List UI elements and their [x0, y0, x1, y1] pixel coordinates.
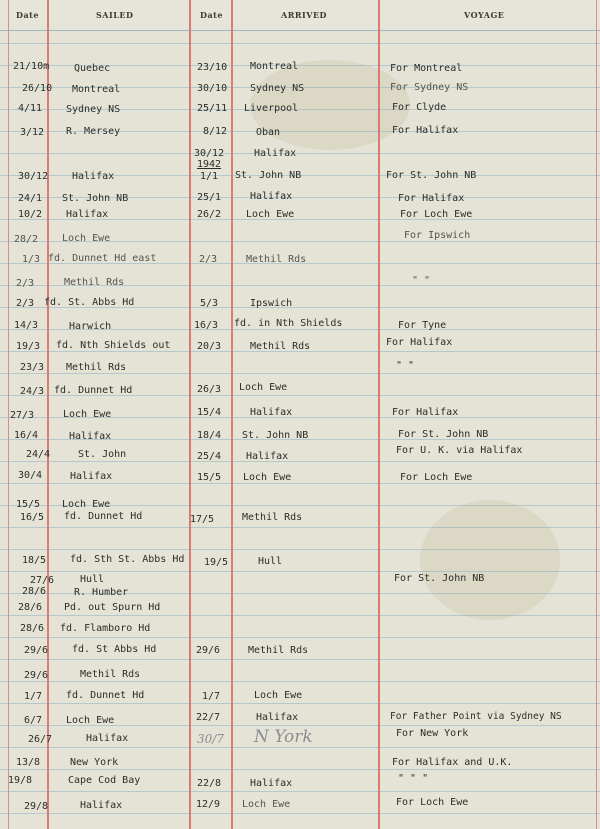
sailed-date: 4/11 [18, 103, 43, 114]
year-marker: 1942 [197, 159, 222, 170]
arrived-place: St. John NB [242, 430, 309, 441]
sailed-date: 28/6 [18, 602, 43, 613]
sailed-date: 19/8 [8, 775, 33, 786]
voyage: For Halifax [386, 337, 453, 348]
arrived-place: Hull [258, 556, 283, 567]
sailed-date: 16/4 [14, 430, 39, 441]
sailed-date: 6/7 [24, 715, 43, 726]
voyage: For Tyne [398, 320, 447, 331]
sailed-place: Harwich [69, 321, 112, 332]
sailed-date: 2/3 [16, 298, 35, 309]
sailed-date: 24/4 [26, 449, 51, 460]
arrived-place: Halifax [250, 191, 293, 202]
handwritten-arrived-place: N York [254, 727, 313, 747]
voyage: For Halifax [398, 193, 465, 204]
arrived-date: 8/12 [203, 126, 228, 137]
sailed-place: Hull [80, 574, 105, 585]
handwritten-arrived-date: 30/7 [197, 732, 224, 746]
arrived-date: 26/2 [197, 209, 222, 220]
sailed-place: Halifax [86, 733, 129, 744]
voyage: " " [412, 275, 431, 286]
voyage: For Loch Ewe [400, 209, 473, 220]
sailed-place: fd. St Abbs Hd [72, 644, 157, 655]
sailed-place: fd. St. Abbs Hd [44, 297, 135, 308]
sailed-place: R. Humber [74, 587, 129, 598]
arrived-date: 23/10 [197, 62, 228, 73]
sailed-place: St. John NB [62, 193, 129, 204]
sailed-place: Halifax [80, 800, 123, 811]
voyage: " " [396, 360, 415, 371]
arrived-place: Methil Rds [246, 254, 307, 265]
sailed-place: Methil Rds [66, 362, 127, 373]
voyage: For Sydney NS [390, 82, 469, 93]
arrived-place: Methil Rds [242, 512, 303, 523]
arrived-date: 29/6 [196, 645, 221, 656]
arrived-date: 16/3 [194, 320, 219, 331]
voyage: For St. John NB [394, 573, 485, 584]
sailed-date: 27/6 [30, 575, 55, 586]
voyage: For Ipswich [404, 230, 471, 241]
sailed-place: fd. Sth St. Abbs Hd [70, 554, 185, 565]
arrived-place: Halifax [246, 451, 289, 462]
arrived-place: Loch Ewe [239, 382, 288, 393]
sailed-date: 27/3 [10, 410, 35, 421]
sailed-place: Halifax [66, 209, 109, 220]
arrived-place: Sydney NS [250, 83, 305, 94]
sailed-date: 15/5 [16, 499, 41, 510]
sailed-place: Methil Rds [80, 669, 141, 680]
header-arrived: ARRIVED [281, 10, 327, 20]
arrived-place: Loch Ewe [243, 472, 292, 483]
arrived-place: Halifax [256, 712, 299, 723]
sailed-date: 10/2 [18, 209, 43, 220]
arrived-date: 25/1 [197, 192, 222, 203]
sailed-date: 26/10 [22, 83, 53, 94]
voyage: For Halifax [392, 407, 459, 418]
header-voyage: VOYAGE [464, 10, 505, 20]
arrived-date: 15/4 [197, 407, 222, 418]
sailed-date: 1/7 [24, 691, 43, 702]
column-rule [596, 0, 597, 829]
voyage: For St. John NB [398, 429, 489, 440]
arrived-date: 15/5 [197, 472, 222, 483]
sailed-place: Quebec [74, 63, 111, 74]
arrived-place: Methil Rds [248, 645, 309, 656]
sailed-date: 30/4 [18, 470, 43, 481]
sailed-place: New York [70, 757, 119, 768]
arrived-date: 19/5 [204, 557, 229, 568]
arrived-date: 18/4 [197, 430, 222, 441]
sailed-date: 26/7 [28, 734, 53, 745]
arrived-date: 12/9 [196, 799, 221, 810]
column-rule [47, 0, 49, 829]
voyage: " " " [398, 773, 429, 784]
sailed-place: Halifax [69, 431, 112, 442]
sailed-place: Loch Ewe [62, 499, 111, 510]
voyage: For Halifax and U.K. [392, 757, 513, 768]
arrived-date: 1/7 [202, 691, 221, 702]
column-rule [378, 0, 380, 829]
arrived-date: 2/3 [199, 254, 218, 265]
header-sailed: SAILED [96, 10, 134, 20]
sailed-date: 14/3 [14, 320, 39, 331]
sailed-place: Halifax [72, 171, 115, 182]
column-rule [189, 0, 191, 829]
arrived-date: 20/3 [197, 341, 222, 352]
paper-stain [420, 500, 560, 620]
voyage: For St. John NB [386, 170, 477, 181]
sailed-date: 24/3 [20, 386, 45, 397]
sailed-date: 28/6 [22, 586, 47, 597]
voyage: For Loch Ewe [400, 472, 473, 483]
sailed-date: 18/5 [22, 555, 47, 566]
sailed-place: fd. Dunnet Hd east [48, 253, 157, 264]
arrived-place: Loch Ewe [246, 209, 295, 220]
voyage: For Halifax [392, 125, 459, 136]
sailed-place: Cape Cod Bay [68, 775, 141, 786]
sailed-place: fd. Flamboro Hd [60, 623, 151, 634]
sailed-place: Sydney NS [66, 104, 121, 115]
header-sailed-date: Date [16, 10, 39, 20]
sailed-date: 1/3 [22, 254, 41, 265]
arrived-place: St. John NB [235, 170, 302, 181]
sailed-date: 16/5 [20, 512, 45, 523]
sailed-place: Pd. out Spurn Hd [64, 602, 161, 613]
sailed-date: 29/6 [24, 645, 49, 656]
arrived-date: 22/8 [197, 778, 222, 789]
arrived-place: Halifax [250, 778, 293, 789]
arrived-place: Oban [256, 127, 281, 138]
sailed-place: Loch Ewe [62, 233, 111, 244]
sailed-place: fd. Dunnet Hd [64, 511, 143, 522]
voyage: For New York [396, 728, 469, 739]
sailed-date: 28/2 [14, 234, 39, 245]
sailed-place: R. Mersey [66, 126, 121, 137]
arrived-date: 30/12 [194, 148, 225, 159]
sailed-date: 3/12 [20, 127, 45, 138]
arrived-place: Ipswich [250, 298, 293, 309]
sailed-place: fd. Dunnet Hd [54, 385, 133, 396]
arrived-date: 5/3 [200, 298, 219, 309]
sailed-date: 23/3 [20, 362, 45, 373]
voyage: For Montreal [390, 63, 463, 74]
arrived-place: Loch Ewe [254, 690, 303, 701]
sailed-date: 24/1 [18, 193, 43, 204]
arrived-place: Montreal [250, 61, 299, 72]
sailed-place: St. John [78, 449, 127, 460]
sailed-place: fd. Nth Shields out [56, 340, 171, 351]
sailed-place: Montreal [72, 84, 121, 95]
header-arrived-date: Date [200, 10, 223, 20]
arrived-place: fd. in Nth Shields [234, 318, 343, 329]
arrived-date: 30/10 [197, 83, 228, 94]
arrived-place: Halifax [254, 148, 297, 159]
arrived-date: 22/7 [196, 712, 221, 723]
sailed-date: 19/3 [16, 341, 41, 352]
voyage: For Father Point via Sydney NS [390, 711, 562, 722]
voyage: For U. K. via Halifax [396, 445, 523, 456]
sailed-place: Methil Rds [64, 277, 125, 288]
arrived-date: 1/1 [200, 171, 219, 182]
sailed-date: 13/8 [16, 757, 41, 768]
sailed-date: 2/3 [16, 278, 35, 289]
arrived-place: Methil Rds [250, 341, 311, 352]
sailed-place: Halifax [70, 471, 113, 482]
arrived-place: Halifax [250, 407, 293, 418]
sailed-place: Loch Ewe [63, 409, 112, 420]
sailed-date: 21/10m [13, 61, 50, 72]
sailed-date: 30/12 [18, 171, 49, 182]
sailed-place: fd. Dunnet Hd [66, 690, 145, 701]
sailed-date: 29/6 [24, 670, 49, 681]
sailed-place: Loch Ewe [66, 715, 115, 726]
sailed-date: 29/8 [24, 801, 49, 812]
arrived-date: 26/3 [197, 384, 222, 395]
arrived-date: 25/4 [197, 451, 222, 462]
column-rule [231, 0, 233, 829]
voyage: For Loch Ewe [396, 797, 469, 808]
arrived-date: 25/11 [197, 103, 228, 114]
voyage: For Clyde [392, 102, 447, 113]
arrived-place: Loch Ewe [242, 799, 291, 810]
column-rule [8, 0, 9, 829]
arrived-date: 17/5 [190, 514, 215, 525]
arrived-place: Liverpool [244, 103, 299, 114]
sailed-date: 28/6 [20, 623, 45, 634]
